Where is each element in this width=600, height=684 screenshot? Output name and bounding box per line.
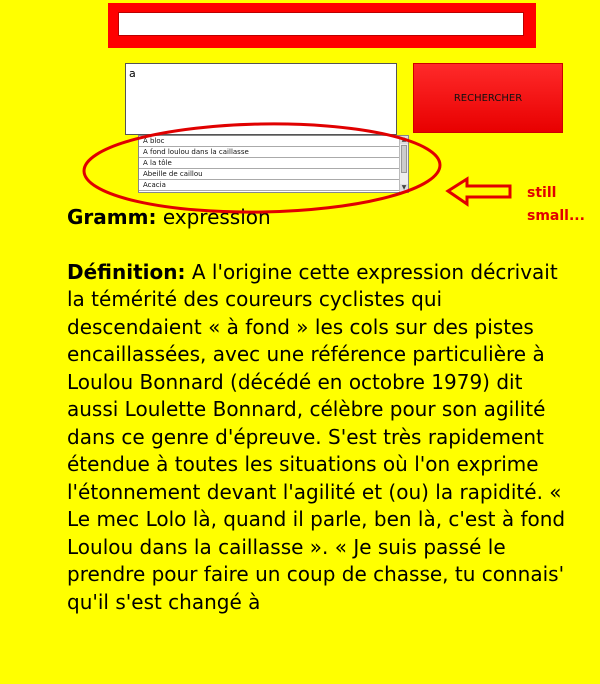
suggestion-item[interactable]: Acacia bbox=[139, 180, 401, 191]
suggestion-item[interactable]: A bloc bbox=[139, 136, 401, 147]
query-textarea[interactable]: a bbox=[125, 63, 397, 135]
annotation-line-1: still bbox=[527, 185, 557, 201]
scroll-up-arrow-icon[interactable]: ▲ bbox=[401, 136, 407, 143]
left-arrow-icon bbox=[448, 179, 510, 204]
scroll-down-arrow-icon[interactable]: ▼ bbox=[401, 184, 407, 191]
grammar-value: expression bbox=[162, 205, 271, 229]
annotation-line-2: small... bbox=[527, 208, 585, 224]
suggestion-item[interactable]: A la tôle bbox=[139, 158, 401, 169]
definition-text: A l'origine cette expression décrivait la témérité des coureurs cyclistes qui descendaient « à fond » les cols sur des pistes encaillassées, avec une référence particulière à Loulou Bonnard (décédé en octobre 1979) dit aussi Loulette Bonnard, célèbre pour son agilité dans ce genre d'épreuve. S'est très rapidement étendue à toutes les situations où l'on exprime l'étonnement devant l'agilité et (ou) la rapidité. « Le mec Lolo là, quand il parle, ben là, c'est à fond Loulou dans la caillasse ». « Je suis passé le prendre pour faire un coup de chasse, tu connais' qu'il s'est changé à bbox=[67, 259, 566, 614]
suggestion-item[interactable]: A fond loulou dans la caillasse bbox=[139, 147, 401, 158]
suggestion-item[interactable]: Abeille de caillou bbox=[139, 169, 401, 180]
annotation-text bbox=[527, 182, 585, 228]
search-button[interactable]: RECHERCHER bbox=[413, 63, 563, 133]
definition-label: Définition: bbox=[67, 259, 186, 284]
highlight-ellipse bbox=[83, 121, 440, 215]
grammar-label: Gramm: bbox=[67, 205, 157, 229]
